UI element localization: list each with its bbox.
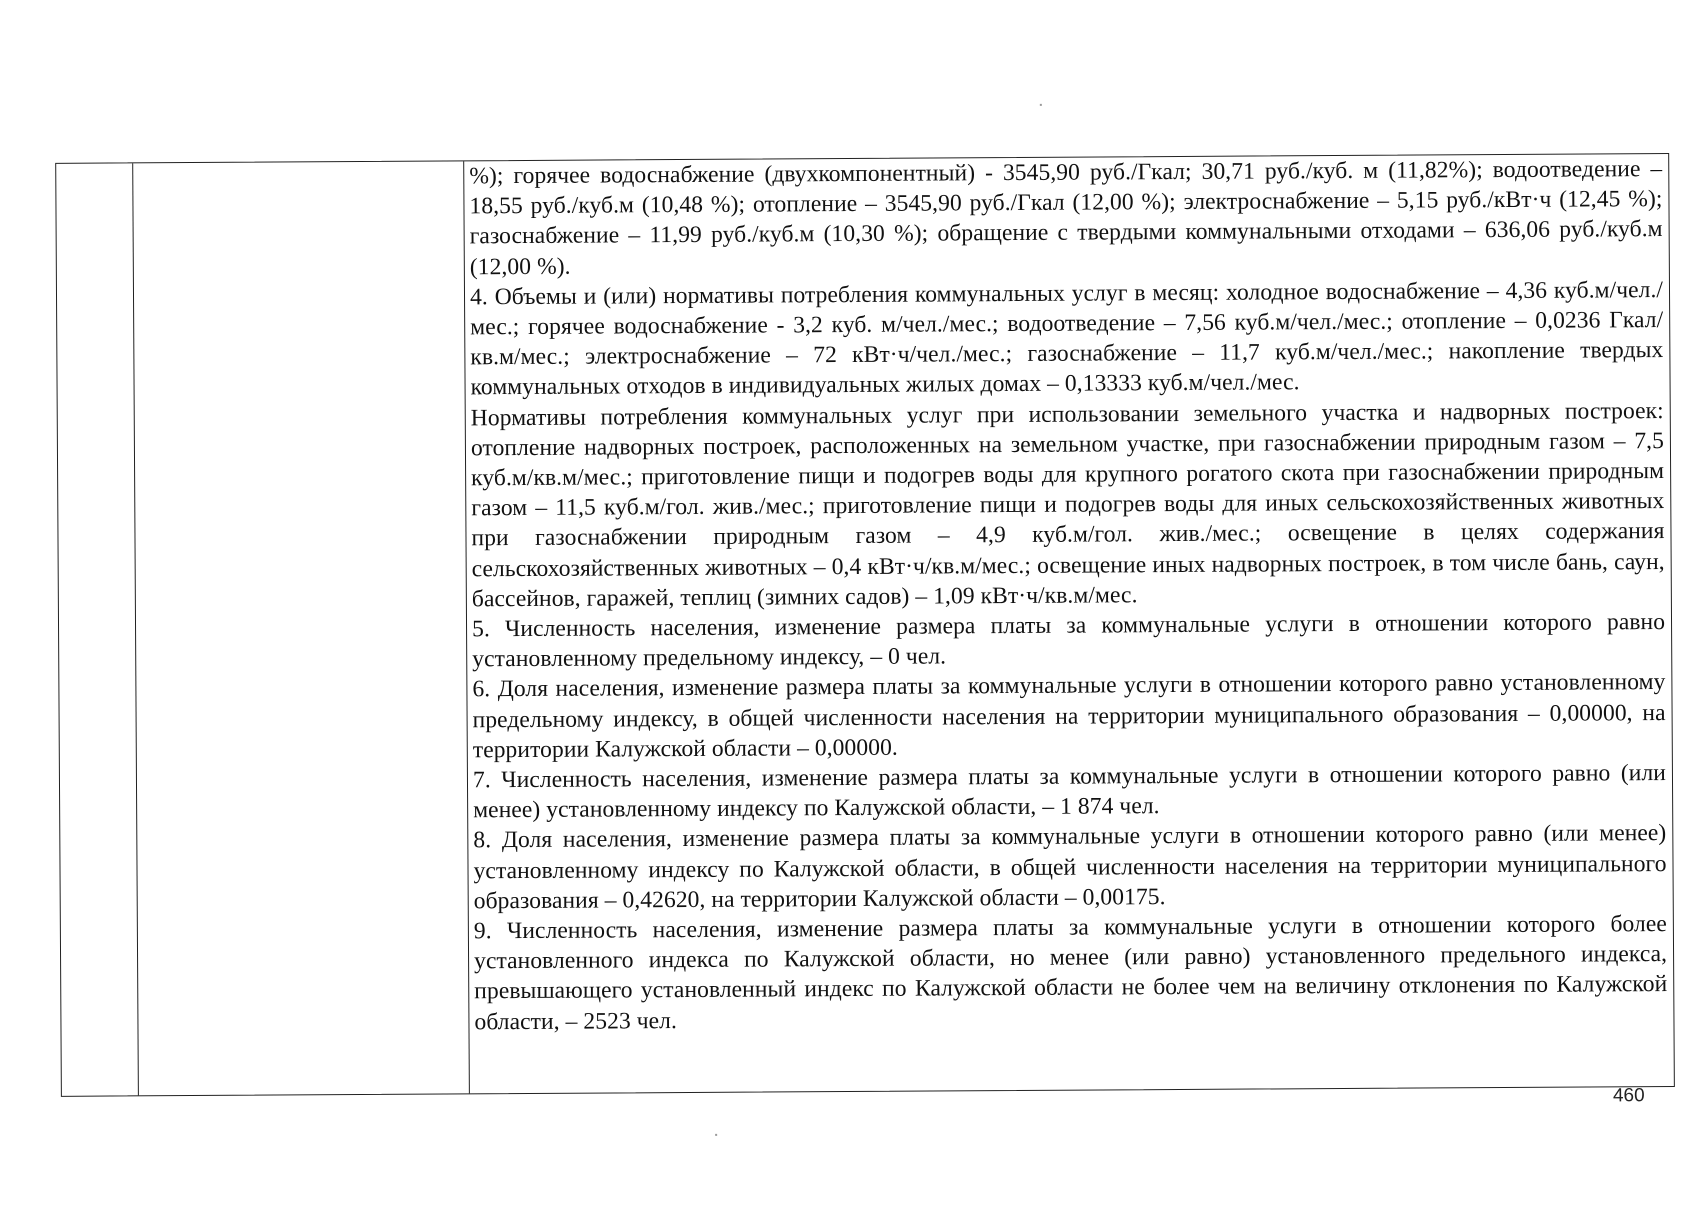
table-column-divider	[132, 163, 139, 1095]
paragraph-item-7: 7. Численность населения, изменение размера платы за коммунальные услуги в отношении которого равно (или менее) установленному индексу по Калужской области, – 1 874 чел.	[472, 760, 1667, 824]
paragraph-item-8: 8. Доля населения, изменение размера платы за коммунальные услуги в отношении которого равно (или менее) установленному индексу по Калужской области, в общей численности населения на территории муниципального образования – 0,42620, на территории Калужской области – 0,00175.	[473, 820, 1667, 915]
paragraph-item-4-consumption-norms: 4. Объемы и (или) нормативы потребления коммунальных услуг в месяц: холодное водоснабжение – 4,36 куб.м/чел./мес.; горячее водоснабжение - 3,2 куб. м/чел./мес.; водоотведение – 7,56 куб.м/чел./мес.; отопление – 0,0236 Гкал/кв.м/мес.; электроснабжение – 72 кВт·ч/чел./мес.; газоснабжение – 11,7 куб.м/чел./мес.; накопление твердых коммунальных отходов в индивидуальных жилых домах – 0,13333 куб.м/чел./мес.	[469, 276, 1664, 401]
paragraph-land-plot-norms: Нормативы потребления коммунальных услуг при использовании земельного участка и надворных построек: отопление надворных построек, расположенных на земельном участке, при газоснабжении природным газом – 7,5 куб.м/кв.м/мес.; приготовление пищи и подогрев воды для крупного рогатого скота при газоснабжении природным газом – 11,5 куб.м/гол. жив./мес.; приготовление пищи и подогрев воды для иных сельскохозяйственных животных при газоснабжении природным газом – 4,9 куб.м/гол. жив./мес.; освещение в целях содержания сельскохозяйственных животных – 0,4 кВт·ч/кв.м/мес.; освещение иных надворных построек, в том числе бань, саун, бассейнов, гаражей, теплиц (зимних садов) – 1,09 кВт·ч/кв.м/мес.	[470, 397, 1665, 613]
page-number: 460	[1612, 1085, 1645, 1107]
table-content-cell	[469, 154, 1668, 1093]
paragraph-item-9: 9. Численность населения, изменение размера платы за коммунальные услуги в отношении которого более установленного индекса по Калужской области, но менее (или равно) установленного предельного индекса, превышающего установленный индекс по Калужской области не более чем на величину отклонения по Калужской области, – 2523 чел.	[473, 911, 1668, 1035]
paragraph-item-6: 6. Доля населения, изменение размера платы за коммунальные услуги в отношении которого равно установленному предельному индексу, в общей численности населения на территории муниципального образования – 0,00000, на территории Калужской области – 0,00000.	[472, 669, 1666, 764]
table-column-divider	[463, 161, 470, 1093]
scan-artifact	[715, 1134, 717, 1136]
scan-artifact	[1040, 104, 1042, 106]
paragraph-item-5: 5. Численность населения, изменение размера платы за коммунальные услуги в отношении которого равно установленному предельному индексу, – 0 чел.	[471, 609, 1666, 673]
document-table	[55, 153, 1675, 1097]
paragraph-tariffs-continued: %); горячее водоснабжение (двухкомпонентный) - 3545,90 руб./Гкал; 30,71 руб./куб. м (11,82%); водоотведение – 18,55 руб./куб.м (10,48 %); отопление – 3545,90 руб./Гкал (12,00 %); электроснабжение – 5,15 руб./кВт·ч (12,45 %); газоснабжение – 11,99 руб./куб.м (10,30 %); обращение с твердыми коммунальными отходами – 636,06 руб./куб.м (12,00 %).	[469, 156, 1663, 280]
